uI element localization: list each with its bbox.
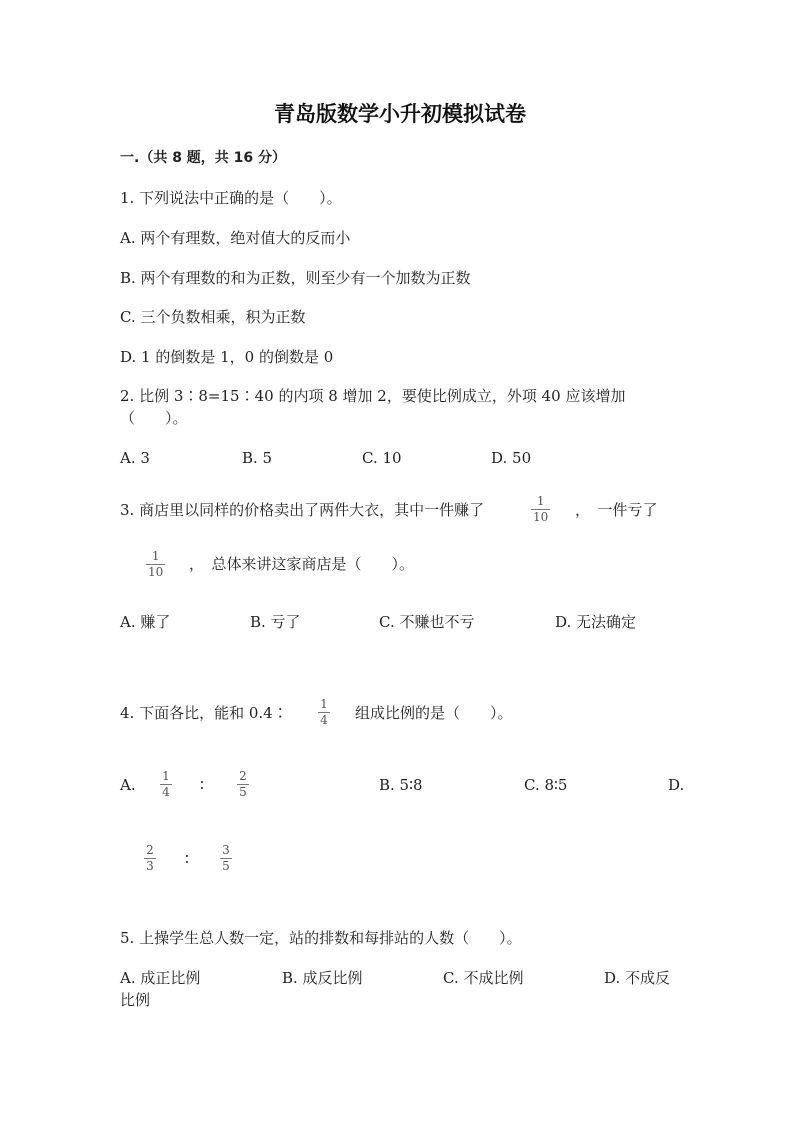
q4-option-d-colon: ∶: [185, 850, 189, 868]
q2-stem-line1: 2. 比例 3∶8=15∶40 的内项 8 增加 2，要使比例成立，外项 40 应该增加: [120, 387, 626, 405]
fraction-denominator: 4: [320, 713, 328, 727]
q5-option-d-wrap: 比例: [120, 991, 151, 1009]
fraction-numerator: 2: [239, 769, 247, 783]
fraction-denominator: 5: [222, 859, 230, 873]
q5-stem: 5. 上操学生总人数一定，站的排数和每排站的人数（ ）。: [120, 929, 522, 947]
fraction-numerator: 2: [146, 843, 154, 857]
q3-option-b: B. 亏了: [250, 613, 301, 631]
q3-option-c: C. 不赚也不亏: [379, 613, 475, 631]
q5-option-a: A. 成正比例: [120, 969, 201, 987]
q3-stem-part1: 3. 商店里以同样的价格卖出了两件大衣，其中一件赚了: [120, 501, 485, 519]
fraction-denominator: 10: [533, 510, 549, 524]
fraction-numerator: 3: [222, 843, 230, 857]
q3-stem-part3: ， 总体来讲这家商店是（ ）。: [189, 555, 415, 573]
fraction-denominator: 5: [239, 785, 247, 799]
fraction-numerator: 1: [162, 769, 170, 783]
q5-option-d: D. 不成反: [604, 969, 671, 987]
page-title: 青岛版数学小升初模拟试卷: [274, 102, 526, 126]
q2-option-c: C. 10: [362, 449, 402, 467]
q4-option-c: C. 8∶5: [524, 776, 568, 794]
q4-option-a-fraction-1: [160, 769, 172, 800]
q3-fraction-2: [146, 549, 165, 580]
fraction-numerator: 1: [320, 697, 328, 711]
q4-option-a-label: A.: [120, 776, 136, 794]
q4-option-a-colon: ∶: [200, 776, 204, 794]
fraction-denominator: 10: [148, 565, 164, 579]
section-heading: 一.（共 8 题，共 16 分）: [120, 150, 287, 166]
q1-option-c: C. 三个负数相乘，积为正数: [120, 308, 306, 326]
q1-option-a: A. 两个有理数，绝对值大的反而小: [120, 229, 351, 247]
q1-stem: 1. 下列说法中正确的是（ ）。: [120, 189, 342, 207]
q3-option-d: D. 无法确定: [555, 613, 637, 631]
q4-stem-part1: 4. 下面各比，能和 0.4∶: [120, 704, 288, 722]
q3-stem-part2: ， 一件亏了: [575, 501, 658, 519]
q4-stem-part2: 组成比例的是（ ）。: [355, 704, 513, 722]
fraction-numerator: 1: [536, 494, 545, 508]
q5-option-b: B. 成反比例: [282, 969, 363, 987]
fraction-denominator: 4: [162, 785, 170, 799]
fraction-numerator: 1: [151, 549, 160, 563]
q3-option-a: A. 赚了: [120, 613, 171, 631]
q1-option-d: D. 1 的倒数是 1，0 的倒数是 0: [120, 348, 334, 366]
q4-option-b: B. 5∶8: [379, 776, 423, 794]
q2-option-a: A. 3: [120, 449, 150, 467]
q4-option-d-label: D.: [668, 776, 685, 794]
q4-option-d-fraction-1: [144, 843, 156, 874]
q3-fraction-1: [531, 494, 550, 525]
q4-option-a-fraction-2: [237, 769, 249, 800]
q4-fraction: [318, 697, 330, 728]
fraction-denominator: 3: [146, 859, 154, 873]
q1-option-b: B. 两个有理数的和为正数，则至少有一个加数为正数: [120, 269, 471, 287]
q4-option-d-fraction-2: [220, 843, 232, 874]
q2-option-b: B. 5: [242, 449, 273, 467]
q2-stem-line2: （ ）。: [120, 409, 188, 427]
q2-option-d: D. 50: [491, 449, 532, 467]
q5-option-c: C. 不成比例: [443, 969, 524, 987]
